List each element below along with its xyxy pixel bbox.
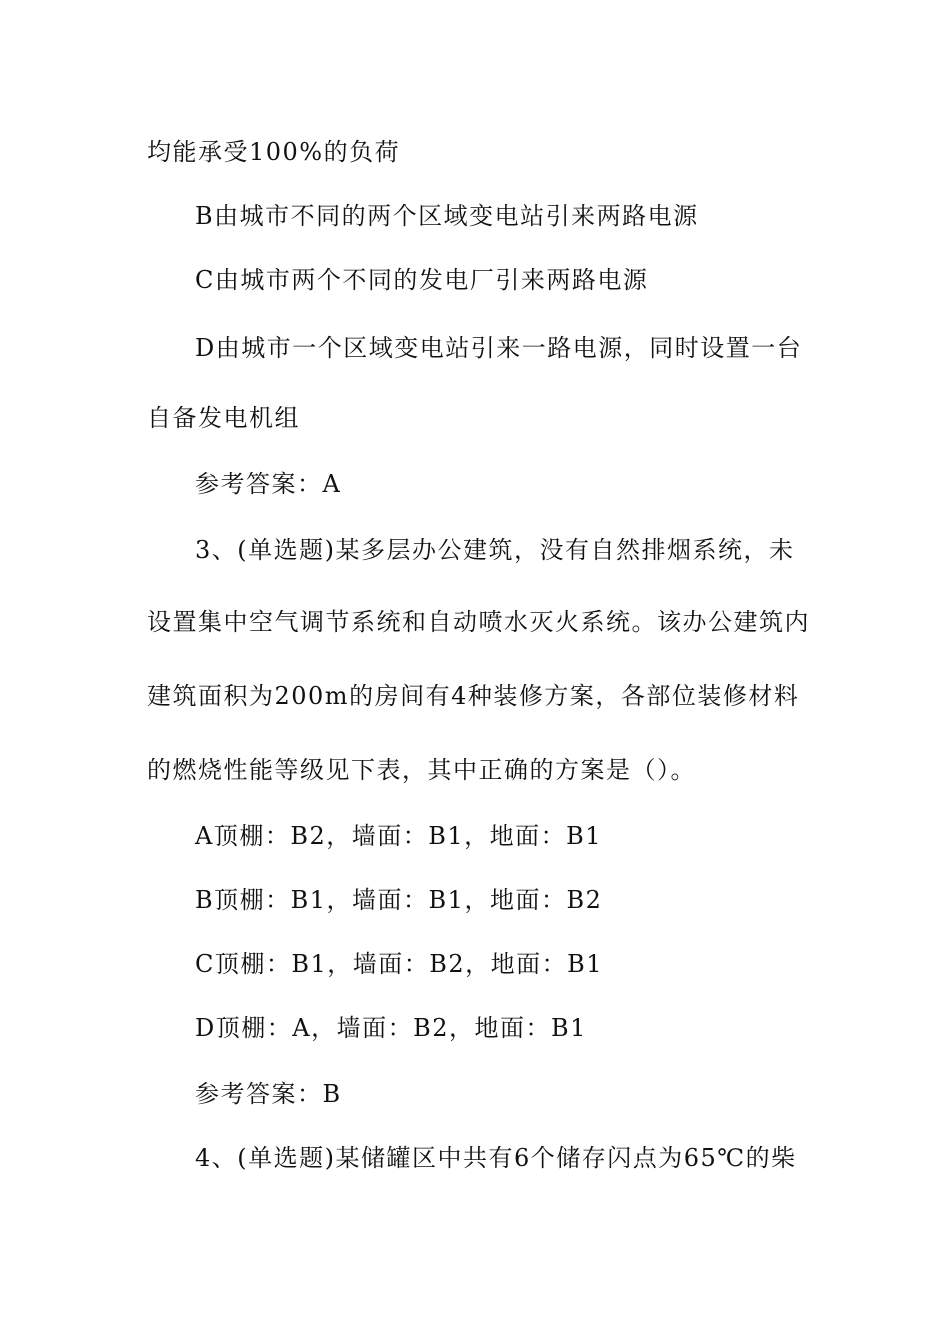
question-3-line-1: 3、(单选题)某多层办公建筑，没有自然排烟系统，未	[195, 536, 795, 564]
answer-q3: 参考答案：B	[195, 1080, 342, 1108]
question-3-line-4: 的燃烧性能等级见下表，其中正确的方案是（）。	[147, 756, 696, 784]
question-3-line-3: 建筑面积为200m的房间有4种装修方案，各部位装修材料	[147, 682, 800, 710]
q3-option-a: A顶棚：B2，墙面：B1，地面：B1	[195, 822, 603, 850]
question-3-line-2: 设置集中空气调节系统和自动喷水灭火系统。该办公建筑内	[147, 608, 810, 636]
option-a-continuation: 均能承受100%的负荷	[147, 138, 401, 166]
question-4-line-1: 4、(单选题)某储罐区中共有6个储存闪点为65℃的柴	[195, 1144, 797, 1172]
option-c: C由城市两个不同的发电厂引来两路电源	[195, 266, 649, 294]
q3-option-d: D顶棚：A，墙面：B2，地面：B1	[195, 1014, 587, 1042]
q3-option-b: B顶棚：B1，墙面：B1，地面：B2	[195, 886, 603, 914]
option-b: B由城市不同的两个区域变电站引来两路电源	[195, 202, 699, 230]
q3-option-c: C顶棚：B1，墙面：B2，地面：B1	[195, 950, 604, 978]
option-d-continuation: 自备发电机组	[147, 404, 300, 432]
option-d: D由城市一个区域变电站引来一路电源，同时设置一台	[195, 334, 803, 362]
answer-q2: 参考答案：A	[195, 470, 342, 498]
